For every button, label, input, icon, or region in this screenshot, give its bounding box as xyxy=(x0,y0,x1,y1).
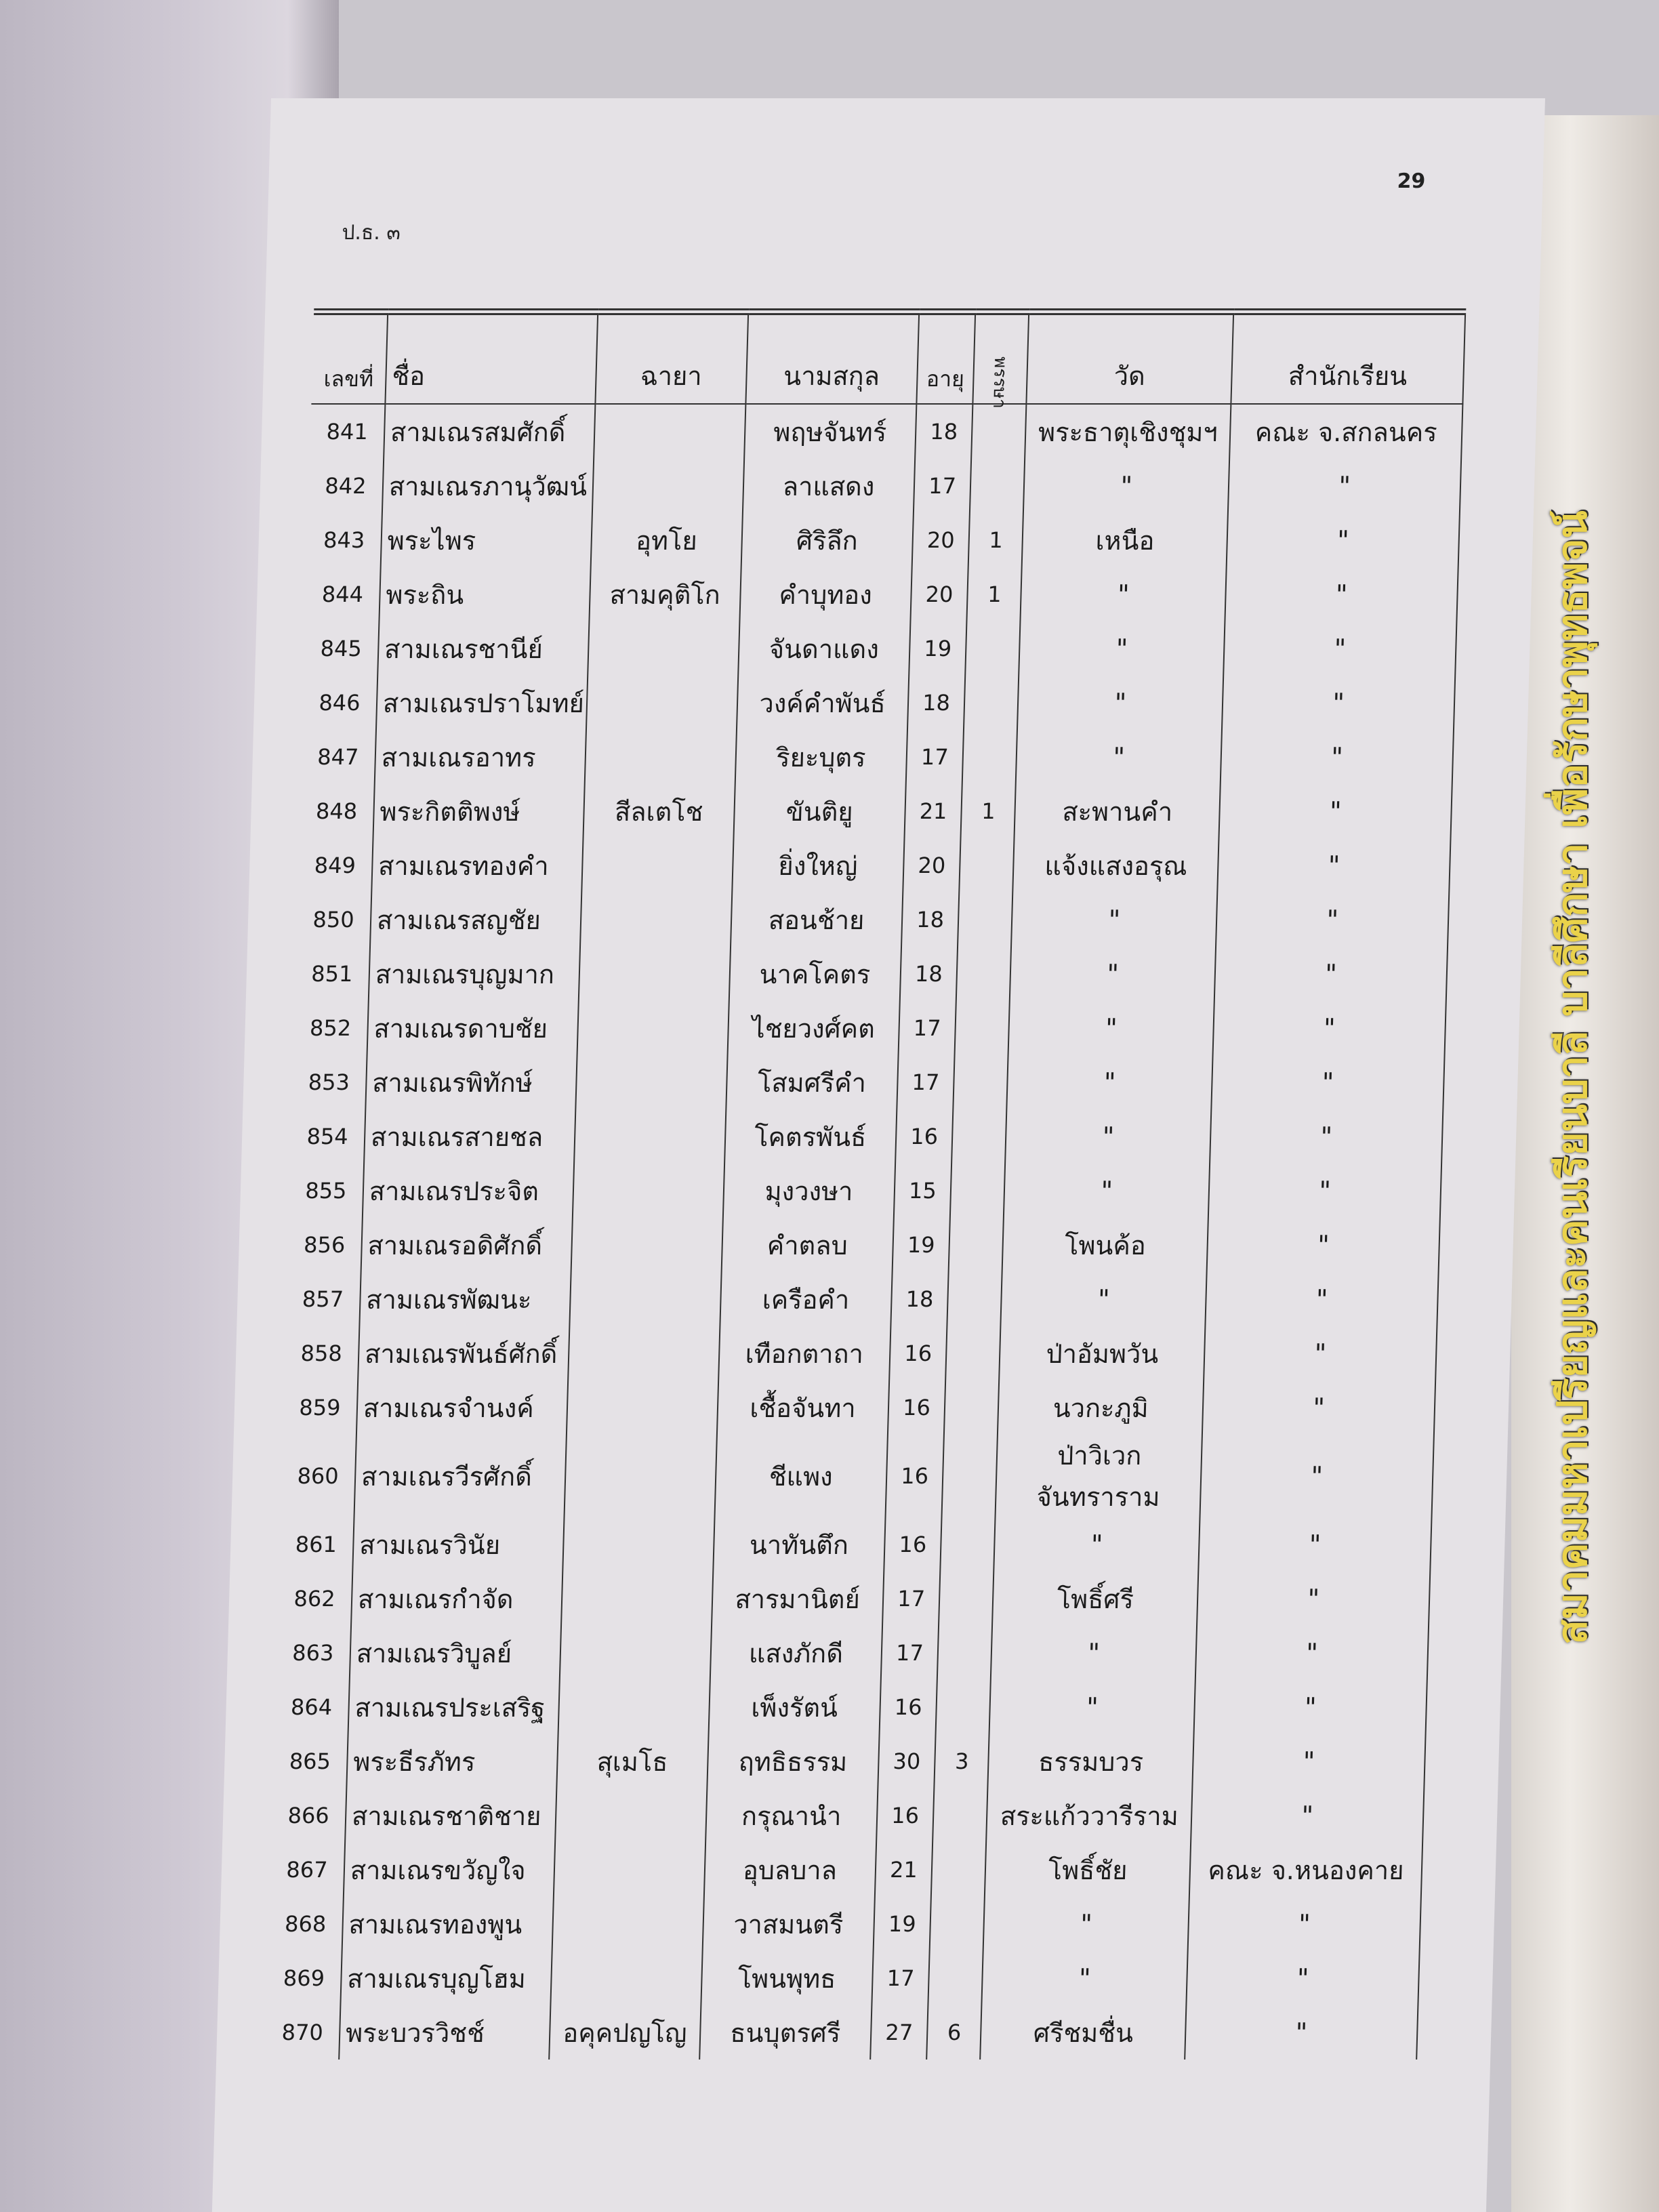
cell-surname: วาสมนตรี xyxy=(702,1897,874,1951)
cell-surname: ไชยวงศ์คต xyxy=(727,1001,899,1055)
watermark xyxy=(1545,447,1599,1708)
cell-surname: คำบุทอง xyxy=(739,567,912,621)
document-page xyxy=(212,98,1545,2212)
cell-surname: ยิ่งใหญ่ xyxy=(732,838,904,893)
table-row xyxy=(298,838,1450,893)
cell-school: " xyxy=(1210,1109,1443,1164)
cell-number: 863 xyxy=(291,1640,334,1666)
cell-monastic-name xyxy=(574,1109,726,1164)
cell-vassa: 6 xyxy=(927,2005,982,2060)
cell-temple: " xyxy=(1023,459,1229,513)
cell-monastic-name xyxy=(580,893,732,947)
table-row xyxy=(308,459,1461,513)
cell-school: " xyxy=(1185,2005,1418,2060)
cell-temple: " xyxy=(1021,567,1227,621)
cell-school: " xyxy=(1221,730,1454,784)
cell-surname: พฤษจันทร์ xyxy=(744,404,916,459)
cell-temple: " xyxy=(1011,893,1217,947)
cell-monastic-name xyxy=(592,459,744,513)
cell-number: 845 xyxy=(320,636,363,661)
cell-age: 21 xyxy=(874,1843,933,1897)
header-vassa-label: พรรษา xyxy=(989,356,1011,409)
table-row xyxy=(266,1951,1419,2005)
cell-name: สามเณรประจิต xyxy=(363,1164,574,1218)
cell-school: " xyxy=(1207,1218,1440,1272)
table-row xyxy=(277,1572,1430,1626)
cell-temple: โพธิ์ศรี xyxy=(992,1572,1198,1626)
cell-number: 844 xyxy=(321,581,364,607)
table-row xyxy=(268,1897,1421,1951)
cell-temple: แจ้งแสงอรุณ xyxy=(1013,838,1219,893)
cell-surname: ฤทธิธรรม xyxy=(707,1734,879,1788)
table-row xyxy=(283,1380,1435,1435)
cell-monastic-name xyxy=(552,1897,703,1951)
cell-surname: แสงภักดี xyxy=(710,1626,882,1680)
header-temple: วัด xyxy=(1027,312,1234,404)
cell-monastic-name xyxy=(577,1001,729,1055)
cell-number: 857 xyxy=(302,1286,344,1312)
cell-school: " xyxy=(1225,567,1458,621)
cell-age: 30 xyxy=(878,1734,936,1788)
cell-surname: ขันติยู xyxy=(733,784,905,838)
cell-name: สามเณรอดิศักดิ์ xyxy=(361,1218,573,1272)
cell-vassa xyxy=(964,676,1019,730)
cell-temple: พระธาตุเชิงชุมฯ xyxy=(1025,404,1231,459)
cell-monastic-name xyxy=(562,1517,714,1572)
header-age: อายุ xyxy=(916,312,976,404)
cell-vassa xyxy=(970,459,1025,513)
table-row xyxy=(279,1517,1431,1572)
cell-name: พระบวรวิชช์ xyxy=(339,2005,550,2060)
cell-name: สามเณรกำจัด xyxy=(351,1572,562,1626)
table-row xyxy=(293,1001,1446,1055)
cell-vassa xyxy=(956,947,1011,1001)
cell-school: " xyxy=(1223,621,1456,676)
cell-age: 17 xyxy=(872,1951,930,2005)
cell-number: 858 xyxy=(300,1340,343,1366)
cell-name: สามเณรอาทร xyxy=(375,730,586,784)
table-row xyxy=(281,1435,1434,1517)
cell-vassa xyxy=(936,1680,991,1734)
cell-school: " xyxy=(1206,1272,1439,1326)
cell-temple: " xyxy=(1004,1164,1210,1218)
cell-monastic-name xyxy=(594,404,745,459)
table-row xyxy=(289,1164,1441,1218)
cell-vassa xyxy=(950,1164,1005,1218)
cell-vassa xyxy=(960,838,1015,893)
cell-number: 870 xyxy=(281,2020,324,2045)
cell-name: พระกิตติพงษ์ xyxy=(373,784,584,838)
cell-vassa xyxy=(937,1626,992,1680)
header-monastic-name: ฉายา xyxy=(595,312,748,404)
cell-school: " xyxy=(1195,1626,1429,1680)
cell-vassa xyxy=(928,1951,983,2005)
cell-monastic-name xyxy=(571,1218,722,1272)
cell-temple: โพธิ์ชัย xyxy=(985,1843,1191,1897)
cell-age: 19 xyxy=(909,621,967,676)
cell-surname: ลาแสดง xyxy=(743,459,915,513)
cell-monastic-name xyxy=(561,1572,713,1626)
header-name: ชื่อ xyxy=(385,312,598,404)
cell-name: สามเณรชานีย์ xyxy=(377,621,589,676)
cell-surname: นาคโคตร xyxy=(729,947,901,1001)
cell-name: สามเณรจำนงค์ xyxy=(356,1380,568,1435)
cell-age: 16 xyxy=(887,1380,945,1435)
table-row xyxy=(310,404,1462,459)
table-body xyxy=(265,404,1462,2060)
table-row xyxy=(284,1326,1437,1380)
cell-age: 16 xyxy=(879,1680,937,1734)
cell-monastic-name xyxy=(581,838,733,893)
cell-name: สามเณรขวัญใจ xyxy=(344,1843,555,1897)
cell-name: สามเณรทองคำ xyxy=(371,838,583,893)
cell-vassa xyxy=(947,1272,1002,1326)
cell-surname: คำตลบ xyxy=(721,1218,893,1272)
cell-vassa xyxy=(941,1517,996,1572)
cell-name: สามเณรภานุวัฒน์ xyxy=(382,459,594,513)
cell-surname: สารมานิตย์ xyxy=(712,1572,884,1626)
cell-name: สามเณรพัฒนะ xyxy=(359,1272,571,1326)
cell-vassa xyxy=(958,893,1013,947)
table-row xyxy=(290,1109,1443,1164)
cell-monastic-name xyxy=(558,1680,710,1734)
cell-number: 860 xyxy=(297,1463,340,1489)
cell-school: " xyxy=(1211,1055,1444,1109)
cell-temple: " xyxy=(1008,1001,1214,1055)
cell-temple: สระแก้ววารีราม xyxy=(986,1788,1192,1843)
cell-school: คณะ จ.สกลนคร xyxy=(1229,404,1462,459)
cell-school: " xyxy=(1194,1680,1427,1734)
cell-temple: " xyxy=(1016,730,1222,784)
cell-surname: ชีแพง xyxy=(714,1435,887,1517)
cell-school: " xyxy=(1192,1734,1425,1788)
cell-monastic-name xyxy=(555,1788,707,1843)
cell-surname: เครือคำ xyxy=(720,1272,892,1326)
cell-surname: เพ็งรัตน์ xyxy=(708,1680,880,1734)
cell-monastic-name: สุเมโธ xyxy=(556,1734,708,1788)
cell-school: " xyxy=(1187,1951,1420,2005)
header-school: สำนักเรียน xyxy=(1231,312,1466,404)
cell-age: 20 xyxy=(903,838,961,893)
cell-surname: เชื้อจันทา xyxy=(717,1380,889,1435)
table-row xyxy=(304,621,1456,676)
cell-surname: อุบลบาล xyxy=(704,1843,876,1897)
cell-age: 17 xyxy=(913,459,971,513)
cell-number: 848 xyxy=(315,798,358,824)
cell-name: สามเณรประเสริฐ xyxy=(348,1680,560,1734)
header-vassa xyxy=(973,312,1029,409)
cell-name: สามเณรพันธ์ศักดิ์ xyxy=(358,1326,569,1380)
cell-school: คณะ จ.หนองคาย xyxy=(1189,1843,1422,1897)
cell-temple: โพนค้อ xyxy=(1002,1218,1208,1272)
cell-vassa: 1 xyxy=(961,784,1016,838)
cell-monastic-name: สามคุติโก xyxy=(589,567,741,621)
cell-age: 17 xyxy=(898,1001,956,1055)
cell-name: สามเณรสญชัย xyxy=(370,893,581,947)
cell-vassa: 1 xyxy=(968,513,1023,567)
cell-vassa xyxy=(944,1380,999,1435)
cell-temple: " xyxy=(1017,676,1223,730)
cell-age: 20 xyxy=(912,513,970,567)
cell-vassa: 1 xyxy=(967,567,1022,621)
table-row xyxy=(305,567,1458,621)
cell-age: 16 xyxy=(895,1109,954,1164)
cell-vassa xyxy=(952,1109,1007,1164)
cell-temple: " xyxy=(989,1680,1195,1734)
cell-surname: กรุณานำ xyxy=(705,1788,878,1843)
cell-temple: ป่าวิเวกจันทราราม xyxy=(996,1435,1202,1517)
table-row xyxy=(302,676,1455,730)
table-row xyxy=(295,947,1448,1001)
cell-age: 17 xyxy=(905,730,964,784)
cell-temple: " xyxy=(1010,947,1216,1001)
cell-number: 843 xyxy=(323,527,365,553)
cell-number: 847 xyxy=(316,744,359,770)
cell-age: 18 xyxy=(899,947,958,1001)
cell-age: 27 xyxy=(870,2005,928,2060)
cell-number: 862 xyxy=(293,1586,336,1612)
table-row xyxy=(299,784,1452,838)
results-table xyxy=(265,308,1466,2060)
cell-school: " xyxy=(1188,1897,1421,1951)
cell-age: 20 xyxy=(910,567,968,621)
cell-monastic-name: อุทโย xyxy=(590,513,742,567)
table-row xyxy=(265,2005,1418,2060)
table-row xyxy=(276,1626,1429,1680)
header-surname: นามสกุล xyxy=(745,312,919,404)
cell-age: 21 xyxy=(904,784,962,838)
cell-monastic-name xyxy=(550,1951,702,2005)
cell-school: " xyxy=(1222,676,1455,730)
cell-surname: ริยะบุตร xyxy=(735,730,907,784)
cell-name: สามเณรบุญโฮม xyxy=(340,1951,552,2005)
cell-vassa xyxy=(946,1326,1001,1380)
cell-school: " xyxy=(1198,1517,1431,1572)
table-row xyxy=(287,1218,1440,1272)
table-row xyxy=(301,730,1454,784)
cell-name: พระถิน xyxy=(379,567,590,621)
cell-vassa xyxy=(954,1055,1008,1109)
cell-surname: มุงวงษา xyxy=(723,1164,895,1218)
cell-surname: โคตรพันธ์ xyxy=(724,1109,897,1164)
cell-temple: " xyxy=(1019,621,1225,676)
cell-vassa xyxy=(930,1897,985,1951)
cell-name: พระไพร xyxy=(381,513,592,567)
cell-age: 16 xyxy=(876,1788,935,1843)
cell-name: สามเณรพิทักษ์ xyxy=(365,1055,577,1109)
cell-name: สามเณรบุญมาก xyxy=(369,947,580,1001)
cell-age: 18 xyxy=(915,404,973,459)
cell-school: " xyxy=(1227,513,1460,567)
cell-name: สามเณรวินัย xyxy=(352,1517,564,1572)
cell-monastic-name xyxy=(560,1626,712,1680)
cell-monastic-name xyxy=(569,1272,721,1326)
cell-monastic-name xyxy=(573,1164,724,1218)
cell-number: 855 xyxy=(304,1178,348,1204)
cell-vassa xyxy=(933,1788,988,1843)
cell-vassa xyxy=(972,404,1027,459)
cell-age: 17 xyxy=(880,1626,939,1680)
cell-vassa xyxy=(962,730,1017,784)
header-number: เลขที่ xyxy=(311,312,388,404)
cell-age: 17 xyxy=(897,1055,955,1109)
cell-number: 864 xyxy=(290,1694,333,1720)
cell-number: 854 xyxy=(306,1124,349,1149)
cell-surname: เทือกตาถา xyxy=(718,1326,890,1380)
cell-school: " xyxy=(1219,784,1452,838)
cell-monastic-name: อคุคปญโญ xyxy=(549,2005,701,2060)
cell-number: 859 xyxy=(298,1395,342,1420)
cell-name: พระธีรภัทร xyxy=(346,1734,558,1788)
cell-school: " xyxy=(1217,838,1450,893)
cell-surname: โพนพุทธ xyxy=(701,1951,873,2005)
cell-vassa: 3 xyxy=(935,1734,989,1788)
cell-surname: โสมศรีคำ xyxy=(726,1055,898,1109)
cell-number: 842 xyxy=(324,473,367,499)
cell-age: 18 xyxy=(890,1272,949,1326)
cell-surname: จันดาแดง xyxy=(738,621,910,676)
cell-age: 19 xyxy=(892,1218,950,1272)
cell-name: สามเณรวีรศักดิ์ xyxy=(354,1435,566,1517)
cell-temple: " xyxy=(1001,1272,1207,1326)
table-row xyxy=(271,1788,1424,1843)
cell-temple: " xyxy=(982,1951,1188,2005)
cell-school: " xyxy=(1214,947,1448,1001)
cell-temple: นวกะภูมิ xyxy=(998,1380,1204,1435)
table-row xyxy=(285,1272,1438,1326)
cell-temple: " xyxy=(983,1897,1189,1951)
cell-age: 15 xyxy=(893,1164,951,1218)
table-row xyxy=(291,1055,1444,1109)
cell-age: 16 xyxy=(889,1326,947,1380)
page-number: 29 xyxy=(1397,169,1426,193)
cell-monastic-name: สีลเตโช xyxy=(583,784,735,838)
watermark-text: สมาคมมหาเปรียญและคนเรียนบาลี บาลีศึกษา เพื่อรักษาพุทธพจน์ xyxy=(1549,510,1597,1645)
cell-number: 868 xyxy=(284,1911,327,1937)
cell-temple: " xyxy=(994,1517,1200,1572)
cell-monastic-name xyxy=(554,1843,705,1897)
cell-vassa xyxy=(955,1001,1010,1055)
cell-temple: " xyxy=(1005,1109,1211,1164)
cell-temple: ธรรมบวร xyxy=(988,1734,1194,1788)
cell-surname: สอนช้าย xyxy=(731,893,903,947)
cell-number: 846 xyxy=(318,690,361,716)
table-row xyxy=(274,1680,1427,1734)
cell-age: 16 xyxy=(885,1435,944,1517)
cell-school: " xyxy=(1213,1001,1446,1055)
cell-vassa xyxy=(966,621,1021,676)
cell-surname: ธนบุตรศรี xyxy=(699,2005,872,2060)
cell-monastic-name xyxy=(564,1435,716,1517)
cell-name: สามเณรสมศักดิ์ xyxy=(384,404,595,459)
cell-temple: เหนือ xyxy=(1022,513,1228,567)
cell-monastic-name xyxy=(588,621,739,676)
cell-name: สามเณรปราโมทย์ xyxy=(376,676,588,730)
cell-number: 850 xyxy=(312,907,355,933)
cell-temple: ศรีชมชื่น xyxy=(980,2005,1186,2060)
table-row xyxy=(307,513,1460,567)
cell-monastic-name xyxy=(575,1055,727,1109)
cell-age: 17 xyxy=(882,1572,941,1626)
table-row xyxy=(272,1734,1425,1788)
cell-number: 853 xyxy=(308,1069,350,1095)
table-row xyxy=(270,1843,1422,1897)
cell-surname: ศิริลึก xyxy=(741,513,913,567)
cell-age: 19 xyxy=(873,1897,931,1951)
cell-name: สามเณรชาติชาย xyxy=(345,1788,556,1843)
cell-name: สามเณรวิบูลย์ xyxy=(350,1626,561,1680)
cell-school: " xyxy=(1191,1788,1424,1843)
page-code: ป.ธ. ๓ xyxy=(341,221,401,245)
cell-school: " xyxy=(1200,1435,1434,1517)
cell-temple: " xyxy=(1007,1055,1213,1109)
cell-age: 18 xyxy=(901,893,960,947)
cell-school: " xyxy=(1202,1380,1435,1435)
cell-vassa xyxy=(949,1218,1004,1272)
table-header-row xyxy=(311,312,1465,404)
cell-school: " xyxy=(1228,459,1461,513)
cell-name: สามเณรสายชล xyxy=(364,1109,575,1164)
cell-temple: สะพานคำ xyxy=(1015,784,1221,838)
cell-temple: ป่าอัมพวัน xyxy=(999,1326,1205,1380)
cell-monastic-name xyxy=(579,947,731,1001)
cell-surname: นาทันตึก xyxy=(713,1517,885,1572)
cell-monastic-name xyxy=(568,1326,720,1380)
cell-number: 867 xyxy=(285,1857,329,1883)
cell-vassa xyxy=(931,1843,986,1897)
cell-temple: " xyxy=(991,1626,1197,1680)
cell-name: สามเณรดาบชัย xyxy=(367,1001,578,1055)
cell-number: 861 xyxy=(295,1532,337,1557)
cell-number: 851 xyxy=(310,961,353,987)
cell-school: " xyxy=(1204,1326,1437,1380)
cell-school: " xyxy=(1197,1572,1430,1626)
cell-vassa xyxy=(939,1572,994,1626)
cell-age: 18 xyxy=(907,676,965,730)
cell-surname: วงค์คำพันธ์ xyxy=(737,676,909,730)
cell-number: 856 xyxy=(303,1232,346,1258)
cell-school: " xyxy=(1216,893,1449,947)
cell-monastic-name xyxy=(567,1380,718,1435)
cell-number: 849 xyxy=(314,853,356,878)
cell-number: 852 xyxy=(309,1015,352,1041)
cell-number: 866 xyxy=(287,1803,330,1828)
cell-school: " xyxy=(1208,1164,1441,1218)
cell-number: 841 xyxy=(326,419,369,445)
table-row xyxy=(296,893,1449,947)
cell-name: สามเณรทองพูน xyxy=(342,1897,554,1951)
cell-number: 869 xyxy=(283,1965,325,1991)
cell-monastic-name xyxy=(586,676,738,730)
cell-age: 16 xyxy=(884,1517,942,1572)
cell-monastic-name xyxy=(584,730,736,784)
cell-number: 865 xyxy=(289,1748,331,1774)
cell-vassa xyxy=(942,1435,998,1517)
